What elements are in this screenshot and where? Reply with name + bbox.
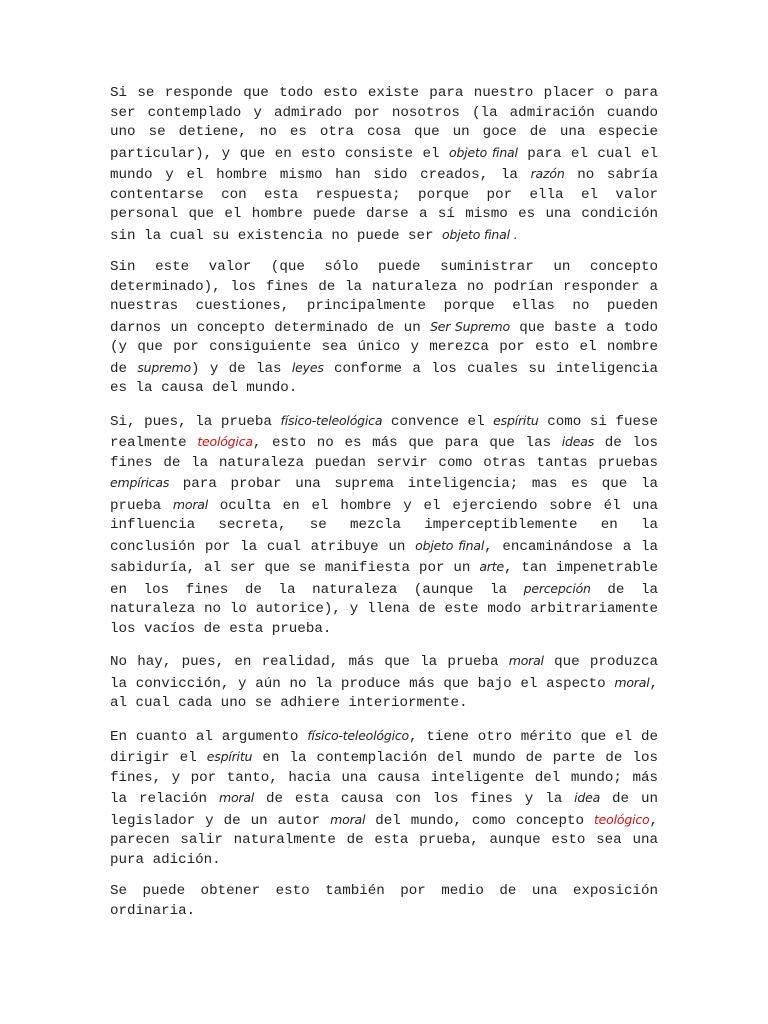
italic-term: moral [614,674,650,690]
paragraph-1 [110,84,658,246]
text-run: de un legislador y de un autor [110,791,658,829]
paragraph-6 [110,882,658,921]
italic-term: arte [479,559,504,574]
text-run: Si, pues, la prueba [110,413,281,430]
italic-term: Ser Supremo [430,318,510,334]
highlighted-term: teológica [197,434,253,449]
text-run: que produzca la convicción, y aún no la produce más que bajo el aspecto [110,654,658,692]
text-run: de la naturaleza no lo autorice), y llena de este modo arbitrariamente los vacíos de esta prueba. [110,581,658,637]
italic-term: ideas [561,434,595,449]
text-run: para el cual el mundo y el hombre mismo han sido creados, la [110,145,658,183]
text-run: No hay, pues, en realidad, más que la prueba [110,654,509,670]
text-run: En cuanto al argumento [110,728,308,745]
paragraph-4 [110,651,658,714]
text-run: ) y de las [190,360,292,377]
italic-term: empíricas [110,475,170,490]
text-run: conforme a los cuales su inteligencia es la causa del mundo. [110,360,659,396]
text-run: como si fuese realmente [110,413,659,451]
text-run: de esta causa con los fines y la [254,791,575,807]
text-run: Se puede obtener esto también por medio de una exposición ordinaria. [110,883,658,919]
text-run: del mundo, como concepto [365,812,594,829]
text-run: Sin este valor (que sólo puede suministrar un concepto determinado), los fines de la naturaleza no podrían responder a nuestras cuestiones, principalmente porque ellas no pueden darnos un concepto determinado de un [110,259,658,336]
text-run: , esto no es más que para que las [252,435,562,451]
highlighted-term: teológico [593,811,650,827]
italic-term: espíritu [493,412,539,428]
text-run: en la contemplación del mundo de parte de los fines, y por tanto, hacia una causa inteligente del mundo; más la relación [110,750,659,807]
italic-term: supremo [137,359,191,375]
text-run: no sabría contentarse con esta respuesta; porque por ella el valor personal que el hombre puede darse a sí mismo es una condición sin la cual su existencia no puede ser [110,167,659,244]
document-page [110,84,658,933]
italic-term: objeto final . [442,226,518,242]
text-run: , tiene otro mérito que el de dirigir el [110,728,658,766]
italic-term: físico-teleológica [280,412,383,428]
text-run: , tan impenetrable en los fines de la naturaleza (aunque la [110,560,658,598]
paragraph-5 [110,726,658,871]
text-run: convence el [382,413,494,430]
paragraph-3 [110,411,658,640]
italic-term: objeto final [449,144,518,160]
text-run: , encaminándose a la sabiduría, al ser que se manifiesta por un [110,538,658,576]
italic-term: percepción [523,580,591,596]
text-run: que baste a todo (y que por consiguiente sea único y merezca por esto el nombre de [110,319,658,377]
italic-term: espíritu [206,749,253,764]
text-run: , parecen salir naturalmente de esta prueba, aunque esto sea una pura adición. [110,812,658,868]
italic-term: moral [508,653,544,668]
italic-term: moral [330,811,366,827]
text-run: para probar una suprema inteligencia; mas es que la prueba [110,476,658,514]
italic-term: físico-teleológico [307,727,409,743]
text-run: , al cual cada uno se adhiere interiormente. [110,675,658,711]
italic-term: razón [530,166,565,181]
text-run: Si se responde que todo esto existe para nuestro placer o para ser contemplado y admirado por nosotros (la admiración cuando uno se detiene, no es otra cosa que un goce de una especie particular), y que en esto consiste el [110,85,658,162]
italic-term: moral [218,790,255,805]
text-run: oculta en el hombre y el ejerciendo sobre él una influencia secreta, se mezcla imperceptiblemente en la conclusión por la cual atribuye un [110,497,658,555]
italic-term: leyes [291,359,324,375]
italic-term: idea [574,790,601,805]
paragraph-2 [110,258,658,399]
text-run: de los fines de la naturaleza puedan servir como otras tantas pruebas [110,435,658,471]
italic-term: objeto final [415,537,485,553]
italic-term: moral [172,496,208,512]
